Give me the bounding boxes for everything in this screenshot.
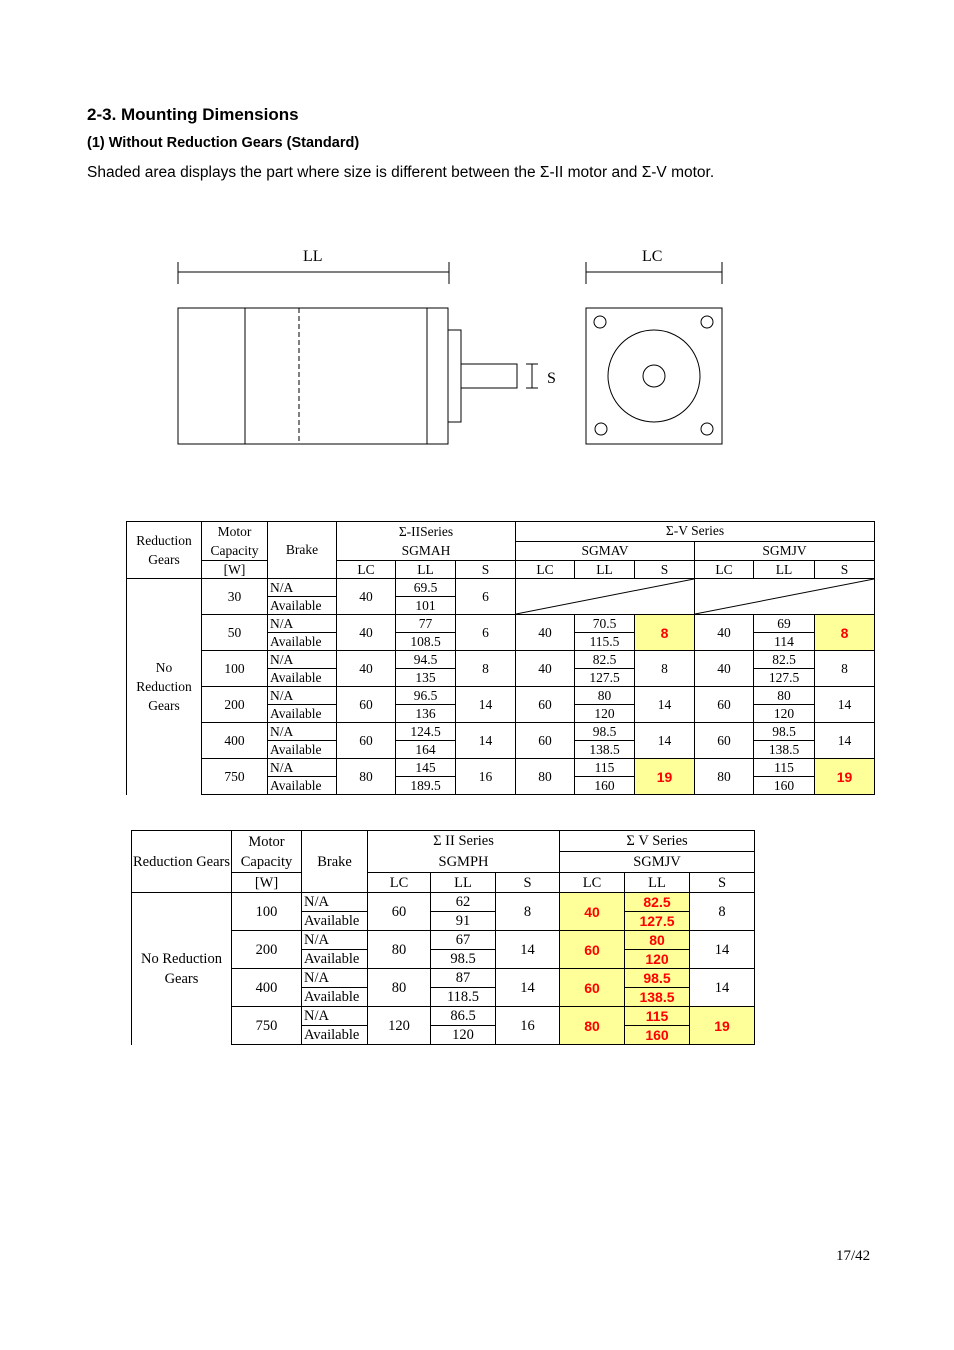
cell-ll-available: 136	[396, 705, 456, 723]
header-ll: LL	[625, 873, 690, 893]
cell-s: 14	[496, 969, 560, 1007]
cell-ll-available: 127.5	[754, 669, 815, 687]
cell-lc: 60	[695, 723, 754, 759]
cell-ll-na: 124.5	[396, 723, 456, 741]
cell-ll-available: 189.5	[396, 777, 456, 795]
cell-ll-available: 98.5	[431, 950, 496, 969]
header-sigma5-series: Σ-V Series	[516, 522, 875, 542]
cell-lc: 120	[368, 1007, 431, 1045]
brake-na: N/A	[302, 893, 368, 912]
cell-ll-available: 108.5	[396, 633, 456, 651]
header-ll: LL	[575, 561, 635, 579]
motor-flange	[427, 308, 448, 444]
table-row	[127, 651, 875, 669]
header-motor-capacity: Motor Capacity	[202, 522, 268, 561]
cell-s: 16	[496, 1007, 560, 1045]
cell-ll-available: 120	[575, 705, 635, 723]
cell-s: 8	[690, 893, 755, 931]
header-model-sgmjv: SGMJV	[695, 541, 875, 561]
page-number: 17/42	[836, 1248, 871, 1264]
cell-ll-available: 118.5	[431, 988, 496, 1007]
motor-front-boss	[608, 330, 700, 422]
brake-na: N/A	[268, 759, 337, 777]
brake-na: N/A	[268, 687, 337, 705]
cell-s: 14	[815, 723, 875, 759]
header-sigma2-series: Σ-IISeries	[337, 522, 516, 542]
cell-lc: 40	[695, 615, 754, 651]
capacity-cell: 200	[202, 687, 268, 723]
cell-lc: 40	[695, 651, 754, 687]
cell-ll-na-highlight: 82.5	[625, 893, 690, 912]
brake-available: Available	[302, 1026, 368, 1045]
capacity-cell: 400	[202, 723, 268, 759]
table-row	[132, 893, 755, 912]
cell-s: 8	[496, 893, 560, 931]
header-motor-capacity: Motor Capacity	[232, 831, 302, 873]
brake-available: Available	[268, 705, 337, 723]
cell-ll-available-highlight: 138.5	[625, 988, 690, 1007]
cell-s: 14	[815, 687, 875, 723]
capacity-cell: 200	[232, 931, 302, 969]
cell-ll-available: 160	[754, 777, 815, 795]
cell-ll-na: 145	[396, 759, 456, 777]
table-row	[127, 687, 875, 705]
header-lc: LC	[368, 873, 431, 893]
cell-s: 16	[456, 759, 516, 795]
cell-ll-available: 101	[396, 597, 456, 615]
not-applicable-diagonal	[695, 579, 875, 615]
cell-lc: 60	[695, 687, 754, 723]
motor-front-view	[586, 308, 722, 444]
cell-s-highlight: 19	[690, 1007, 755, 1045]
table-row	[127, 723, 875, 741]
header-s: S	[496, 873, 560, 893]
cell-s: 14	[456, 723, 516, 759]
capacity-cell: 100	[232, 893, 302, 931]
motor-dimension-drawing	[0, 0, 954, 470]
brake-available: Available	[268, 669, 337, 687]
cell-ll-na: 87	[431, 969, 496, 988]
header-lc: LC	[560, 873, 625, 893]
cell-ll-na: 96.5	[396, 687, 456, 705]
cell-ll-na: 115	[575, 759, 635, 777]
cell-ll-na: 62	[431, 893, 496, 912]
cell-lc-highlight: 80	[560, 1007, 625, 1045]
mount-hole	[701, 316, 713, 328]
brake-available: Available	[268, 597, 337, 615]
cell-lc-highlight: 40	[560, 893, 625, 931]
header-model-sgmav: SGMAV	[516, 541, 695, 561]
header-brake: Brake	[268, 522, 337, 579]
cell-s: 6	[456, 579, 516, 615]
cell-ll-available-highlight: 127.5	[625, 912, 690, 931]
cell-lc-highlight: 60	[560, 969, 625, 1007]
cell-ll-na: 77	[396, 615, 456, 633]
header-ll: LL	[754, 561, 815, 579]
header-reduction-gears: Reduction Gears	[132, 831, 232, 893]
cell-s-highlight: 19	[815, 759, 875, 795]
cell-ll-available: 115.5	[575, 633, 635, 651]
cell-ll-available-highlight: 120	[625, 950, 690, 969]
capacity-cell: 750	[202, 759, 268, 795]
cell-s-highlight: 19	[635, 759, 695, 795]
cell-ll-available: 120	[754, 705, 815, 723]
table-row	[127, 579, 875, 597]
cell-ll-available: 120	[431, 1026, 496, 1045]
cell-lc: 80	[695, 759, 754, 795]
cell-ll-na-highlight: 115	[625, 1007, 690, 1026]
capacity-cell: 750	[232, 1007, 302, 1045]
header-brake: Brake	[302, 831, 368, 893]
motor-shaft	[461, 364, 517, 388]
brake-available: Available	[302, 950, 368, 969]
group-no-reduction-gears: No Reduction Gears	[127, 579, 202, 795]
cell-ll-available: 138.5	[575, 741, 635, 759]
cell-ll-na-highlight: 80	[625, 931, 690, 950]
cell-s: 14	[635, 723, 695, 759]
brake-na: N/A	[302, 931, 368, 950]
shading-note: Shaded area displays the part where size is different between the Σ-II motor and Σ-V motor.	[87, 164, 715, 181]
cell-lc: 40	[337, 615, 396, 651]
cell-ll-na: 69.5	[396, 579, 456, 597]
cell-ll-na: 82.5	[754, 651, 815, 669]
subsection-title: (1) Without Reduction Gears (Standard)	[87, 135, 360, 151]
header-s: S	[456, 561, 516, 579]
cell-lc: 80	[368, 931, 431, 969]
cell-s: 6	[456, 615, 516, 651]
cell-ll-available: 160	[575, 777, 635, 795]
cell-ll-available: 138.5	[754, 741, 815, 759]
header-model-sgmah: SGMAH	[337, 541, 516, 561]
brake-available: Available	[268, 777, 337, 795]
cell-lc: 60	[337, 723, 396, 759]
cell-s-highlight: 8	[635, 615, 695, 651]
header-sigma5-series: Σ V Series	[560, 831, 755, 852]
cell-lc: 40	[516, 651, 575, 687]
cell-s: 8	[635, 651, 695, 687]
cell-ll-na: 86.5	[431, 1007, 496, 1026]
brake-available: Available	[302, 912, 368, 931]
header-s: S	[690, 873, 755, 893]
cell-lc: 80	[368, 969, 431, 1007]
cell-lc-highlight: 60	[560, 931, 625, 969]
header-reduction-gears: Reduction Gears	[127, 522, 202, 579]
brake-na: N/A	[268, 723, 337, 741]
lc-label: LC	[642, 248, 663, 265]
not-applicable-diagonal	[516, 579, 695, 615]
header-unit: [W]	[232, 873, 302, 893]
capacity-cell: 50	[202, 615, 268, 651]
cell-ll-na: 70.5	[575, 615, 635, 633]
section-title: 2-3. Mounting Dimensions	[87, 105, 299, 124]
cell-s: 14	[690, 969, 755, 1007]
brake-available: Available	[268, 741, 337, 759]
brake-available: Available	[268, 633, 337, 651]
brake-na: N/A	[302, 969, 368, 988]
cell-lc: 80	[516, 759, 575, 795]
cell-ll-na: 67	[431, 931, 496, 950]
cell-ll-na-highlight: 98.5	[625, 969, 690, 988]
motor-spigot	[448, 330, 461, 422]
header-lc: LC	[337, 561, 396, 579]
cell-ll-available: 114	[754, 633, 815, 651]
header-model-sgmjv: SGMJV	[560, 852, 755, 873]
cell-ll-na: 115	[754, 759, 815, 777]
cell-ll-available: 135	[396, 669, 456, 687]
cell-lc: 60	[516, 723, 575, 759]
table-row	[127, 615, 875, 633]
cell-ll-available: 127.5	[575, 669, 635, 687]
cell-s: 8	[815, 651, 875, 687]
cell-s: 14	[690, 931, 755, 969]
cell-lc: 40	[337, 579, 396, 615]
header-ll: LL	[396, 561, 456, 579]
cell-lc: 60	[368, 893, 431, 931]
motor-body	[178, 308, 427, 444]
cell-ll-na: 80	[754, 687, 815, 705]
brake-na: N/A	[302, 1007, 368, 1026]
capacity-cell: 400	[232, 969, 302, 1007]
mount-hole	[594, 316, 606, 328]
cell-ll-available-highlight: 160	[625, 1026, 690, 1045]
cell-ll-na: 69	[754, 615, 815, 633]
motor-front-shaft	[643, 365, 665, 387]
header-ll: LL	[431, 873, 496, 893]
cell-ll-available: 164	[396, 741, 456, 759]
cell-ll-na: 98.5	[754, 723, 815, 741]
cell-s: 14	[456, 687, 516, 723]
group-no-reduction-gears: No Reduction Gears	[132, 893, 232, 1045]
capacity-cell: 30	[202, 579, 268, 615]
cell-ll-available: 91	[431, 912, 496, 931]
dimension-table-sgmah	[126, 521, 875, 795]
cell-s: 8	[456, 651, 516, 687]
header-lc: LC	[516, 561, 575, 579]
header-s: S	[815, 561, 875, 579]
cell-lc: 60	[516, 687, 575, 723]
mount-hole	[701, 423, 713, 435]
cell-ll-na: 82.5	[575, 651, 635, 669]
capacity-cell: 100	[202, 651, 268, 687]
header-lc: LC	[695, 561, 754, 579]
dimension-table-sgmph	[131, 830, 755, 1045]
cell-s-highlight: 8	[815, 615, 875, 651]
cell-lc: 80	[337, 759, 396, 795]
cell-lc: 40	[516, 615, 575, 651]
brake-na: N/A	[268, 579, 337, 597]
cell-s: 14	[496, 931, 560, 969]
header-sigma2-series: Σ II Series	[368, 831, 560, 852]
cell-ll-na: 98.5	[575, 723, 635, 741]
s-label: S	[547, 370, 556, 387]
cell-ll-na: 94.5	[396, 651, 456, 669]
cell-ll-na: 80	[575, 687, 635, 705]
cell-lc: 60	[337, 687, 396, 723]
brake-available: Available	[302, 988, 368, 1007]
ll-label: LL	[303, 248, 323, 265]
header-s: S	[635, 561, 695, 579]
brake-na: N/A	[268, 651, 337, 669]
brake-na: N/A	[268, 615, 337, 633]
header-unit: [W]	[202, 561, 268, 579]
mount-hole	[595, 423, 607, 435]
cell-lc: 40	[337, 651, 396, 687]
cell-s: 14	[635, 687, 695, 723]
table-row	[127, 759, 875, 777]
header-model-sgmph: SGMPH	[368, 852, 560, 873]
